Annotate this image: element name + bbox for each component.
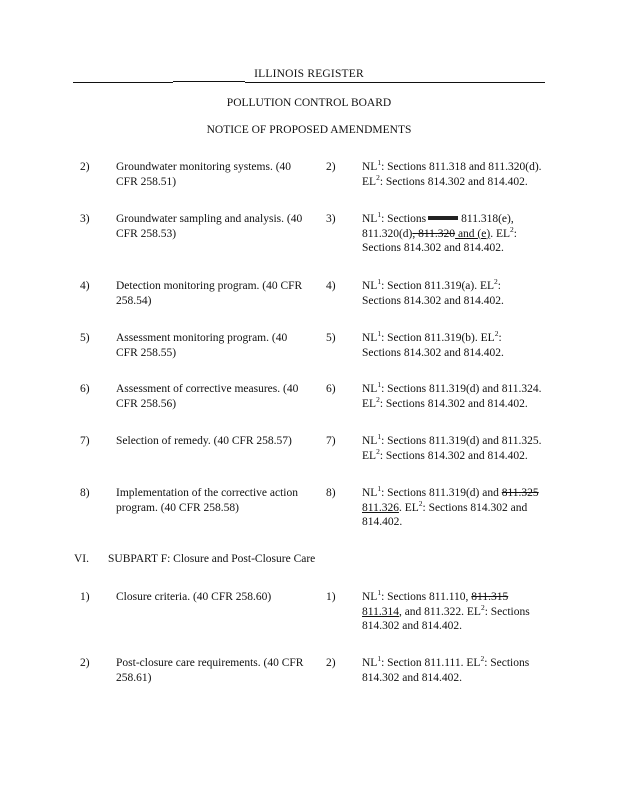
item-number: 4) bbox=[80, 280, 90, 292]
item-reference: $NL^1$: Sections 811.319(d) and 811.324. $EL^2$: Sections 814.302 and 814.402. bbox=[362, 380, 542, 410]
item-number: 1) bbox=[80, 591, 90, 603]
item-number-ref: 8) bbox=[326, 487, 336, 499]
item-reference: $NL^1$: Sections 811.319(d) and 811.325 811.326. $EL^2$: Sections 814.302 and 814.402. bbox=[362, 484, 539, 528]
redaction-mark bbox=[428, 216, 458, 220]
item-number-ref: 1) bbox=[326, 591, 336, 603]
item-number-ref: 5) bbox=[326, 332, 336, 344]
item-number: 5) bbox=[80, 332, 90, 344]
item-description: Post-closure care requirements. (40 CFR 258.61) bbox=[116, 657, 304, 684]
item-number: 6) bbox=[80, 383, 90, 395]
item-reference: $NL^1$: Sections 811.318(e), 811.320(d), 811.320 and (e). $EL^2$: Sections 814.302 and 814.402. bbox=[362, 210, 517, 254]
item-reference: $NL^1$: Section 811.319(a). $EL^2$: Sections 814.302 and 814.402. bbox=[362, 277, 504, 307]
item-number: 3) bbox=[80, 213, 90, 225]
notice-title: NOTICE OF PROPOSED AMENDMENTS bbox=[206, 124, 412, 136]
item-description: Groundwater monitoring systems. (40 CFR 258.51) bbox=[116, 161, 292, 188]
item-description: Assessment of corrective measures. (40 CFR 258.56) bbox=[116, 383, 299, 410]
item-number: 2) bbox=[80, 657, 90, 669]
item-number: 8) bbox=[80, 487, 90, 499]
item-number-ref: 4) bbox=[326, 280, 336, 292]
item-number: 2) bbox=[80, 161, 90, 173]
item-description: Detection monitoring program. (40 CFR 258.54) bbox=[116, 280, 303, 307]
item-number-ref: 2) bbox=[326, 161, 336, 173]
register-title: ILLINOIS REGISTER bbox=[254, 68, 364, 80]
section-numeral: VI. bbox=[74, 553, 90, 565]
item-description: Selection of remedy. (40 CFR 258.57) bbox=[116, 435, 292, 447]
item-number-ref: 3) bbox=[326, 213, 336, 225]
item-reference: $NL^1$: Section 811.319(b). $EL^2$: Sections 814.302 and 814.402. bbox=[362, 329, 504, 359]
section-title: SUBPART F: Closure and Post-Closure Care bbox=[108, 553, 316, 565]
item-number: 7) bbox=[80, 435, 90, 447]
item-description: Groundwater sampling and analysis. (40 CFR 258.53) bbox=[116, 213, 303, 240]
item-description: Implementation of the corrective action program. (40 CFR 258.58) bbox=[116, 487, 299, 514]
item-reference: $NL^1$: Sections 811.319(d) and 811.325. $EL^2$: Sections 814.302 and 814.402. bbox=[362, 432, 542, 462]
header-rule-right bbox=[245, 82, 545, 83]
item-description: Closure criteria. (40 CFR 258.60) bbox=[116, 591, 272, 603]
board-title: POLLUTION CONTROL BOARD bbox=[226, 97, 392, 109]
header-rule-underline bbox=[173, 81, 245, 82]
item-number-ref: 6) bbox=[326, 383, 336, 395]
item-number-ref: 2) bbox=[326, 657, 336, 669]
item-reference: $NL^1$: Sections 811.110, 811.315 811.314, and 811.322. $EL^2$: Sections 814.302 and 814.402. bbox=[362, 588, 530, 632]
item-reference: $NL^1$: Section 811.111. $EL^2$: Sections 814.302 and 814.402. bbox=[362, 654, 530, 684]
item-number-ref: 7) bbox=[326, 435, 336, 447]
header-rule-left bbox=[73, 82, 173, 83]
item-description: Assessment monitoring program. (40 CFR 258.55) bbox=[116, 332, 288, 359]
item-reference: $NL^1$: Sections 811.318 and 811.320(d). $EL^2$: Sections 814.302 and 814.402. bbox=[362, 158, 542, 188]
